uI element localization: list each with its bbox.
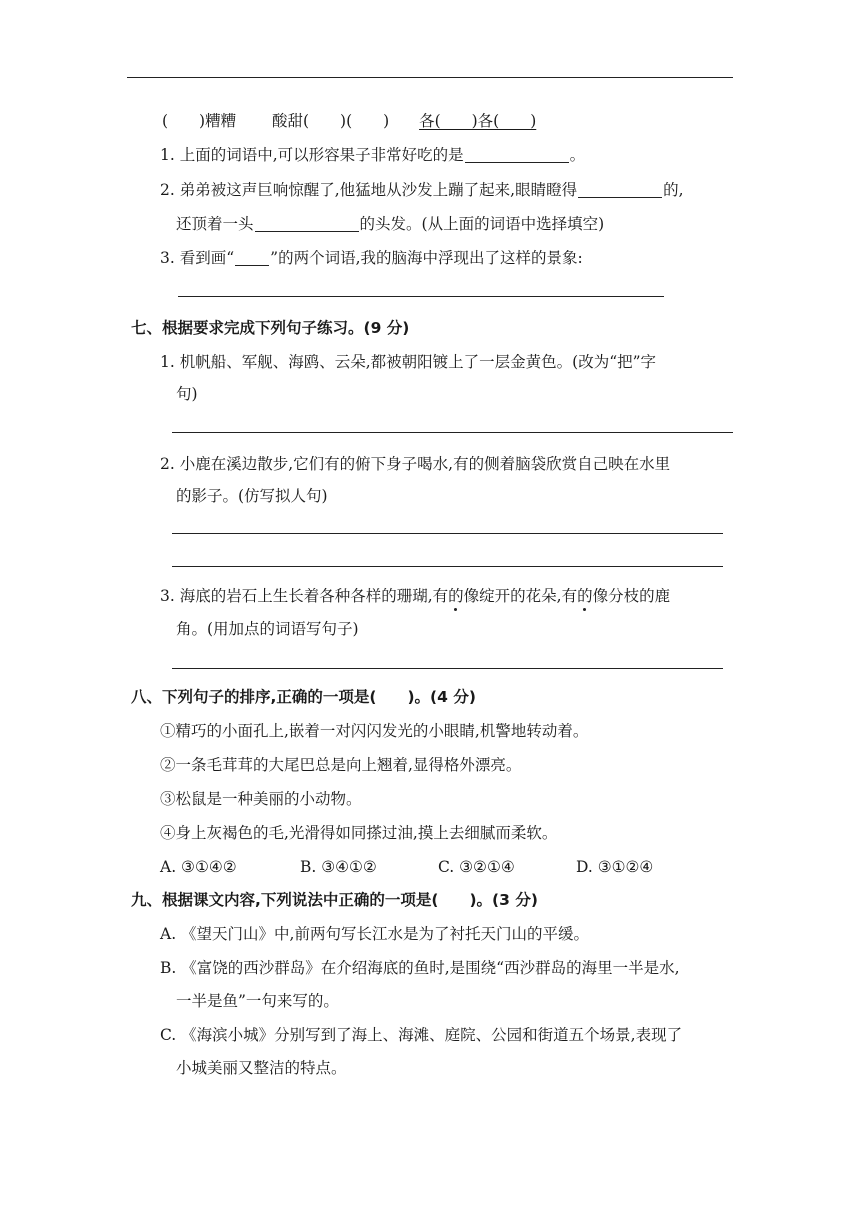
option-a[interactable]: A. ③①④②: [160, 858, 237, 876]
q6-item-1: 1. 上面的词语中,可以形容果子非常好吃的是 。: [160, 146, 586, 164]
q7-item-3-line-2: 角。(用加点的词语写句子): [176, 620, 359, 638]
word-2: 酸甜( )( ): [271, 112, 390, 130]
q9-title: 九、根据课文内容,下列说法中正确的一项是( )。(3 分): [131, 891, 538, 909]
option-d[interactable]: D. ③①②④: [576, 858, 654, 876]
answer-line[interactable]: [172, 432, 733, 433]
answer-line[interactable]: [172, 668, 723, 669]
answer-blank[interactable]: [235, 249, 269, 266]
q7-item-2-line-1: 2. 小鹿在溪边散步,它们有的俯下身子喝水,有的侧着脑袋欣赏自己映在水里: [160, 455, 671, 473]
option-c[interactable]: C. ③②①④: [438, 858, 515, 876]
q6-item-2-line-1: 2. 弟弟被这声巨响惊醒了,他猛地从沙发上蹦了起来,眼睛瞪得 的,: [160, 181, 684, 199]
q8-sentence-4: ④身上灰褐色的毛,光滑得如同搽过油,摸上去细腻而柔软。: [160, 824, 558, 842]
answer-line[interactable]: [172, 566, 723, 567]
q9-option-b-line-2: 一半是鱼”一句来写的。: [176, 992, 339, 1010]
q8-options: [160, 857, 653, 877]
answer-blank[interactable]: [465, 146, 569, 163]
q9-option-c-line-1[interactable]: C. 《海滨小城》分别写到了海上、海滩、庭院、公园和街道五个场景,表现了: [160, 1026, 683, 1044]
dotted-word: 有的像: [432, 587, 480, 605]
q6-item-3: 3. 看到画“ ”的两个词语,我的脑海中浮现出了这样的景象:: [160, 249, 583, 267]
word-1: ( )糟糟: [162, 112, 237, 130]
q9-option-b-line-1[interactable]: B. 《富饶的西沙群岛》在介绍海底的鱼时,是围绕“西沙群岛的海里一半是水,: [160, 959, 680, 977]
option-b[interactable]: B. ③④①②: [300, 858, 377, 876]
answer-line[interactable]: [178, 296, 664, 297]
q7-item-1-line-1: 1. 机帆船、军舰、海鸥、云朵,都被朝阳镀上了一层金黄色。(改为“把”字: [160, 353, 657, 371]
q7-item-3-line-1: 3. 海底的岩石上生长着各种各样的珊瑚,有的像绽开的花朵,有的像分枝的鹿: [160, 587, 671, 605]
answer-line[interactable]: [172, 533, 723, 534]
dotted-word: 有的像: [561, 587, 609, 605]
q6-word-bank: [162, 111, 536, 131]
q7-title: 七、根据要求完成下列句子练习。(9 分): [131, 319, 410, 337]
q9-option-c-line-2: 小城美丽又整洁的特点。: [176, 1059, 347, 1077]
q8-sentence-1: ①精巧的小面孔上,嵌着一对闪闪发光的小眼睛,机警地转动着。: [160, 722, 589, 740]
header-rule: [127, 77, 733, 78]
q8-title: 八、下列句子的排序,正确的一项是( )。(4 分): [131, 688, 476, 706]
word-3: 各( )各( ): [419, 112, 537, 130]
q7-item-1-line-2: 句): [176, 385, 198, 403]
q7-item-2-line-2: 的影子。(仿写拟人句): [176, 487, 328, 505]
q6-item-2-line-2: 还顶着一头 的头发。(从上面的词语中选择填空): [176, 215, 605, 233]
answer-blank[interactable]: [255, 215, 359, 232]
q8-sentence-2: ②一条毛茸茸的大尾巴总是向上翘着,显得格外漂亮。: [160, 756, 522, 774]
answer-blank[interactable]: [578, 181, 662, 198]
q8-sentence-3: ③松鼠是一种美丽的小动物。: [160, 790, 362, 808]
q9-option-a[interactable]: A. 《望天门山》中,前两句写长江水是为了衬托天门山的平缓。: [160, 925, 589, 943]
